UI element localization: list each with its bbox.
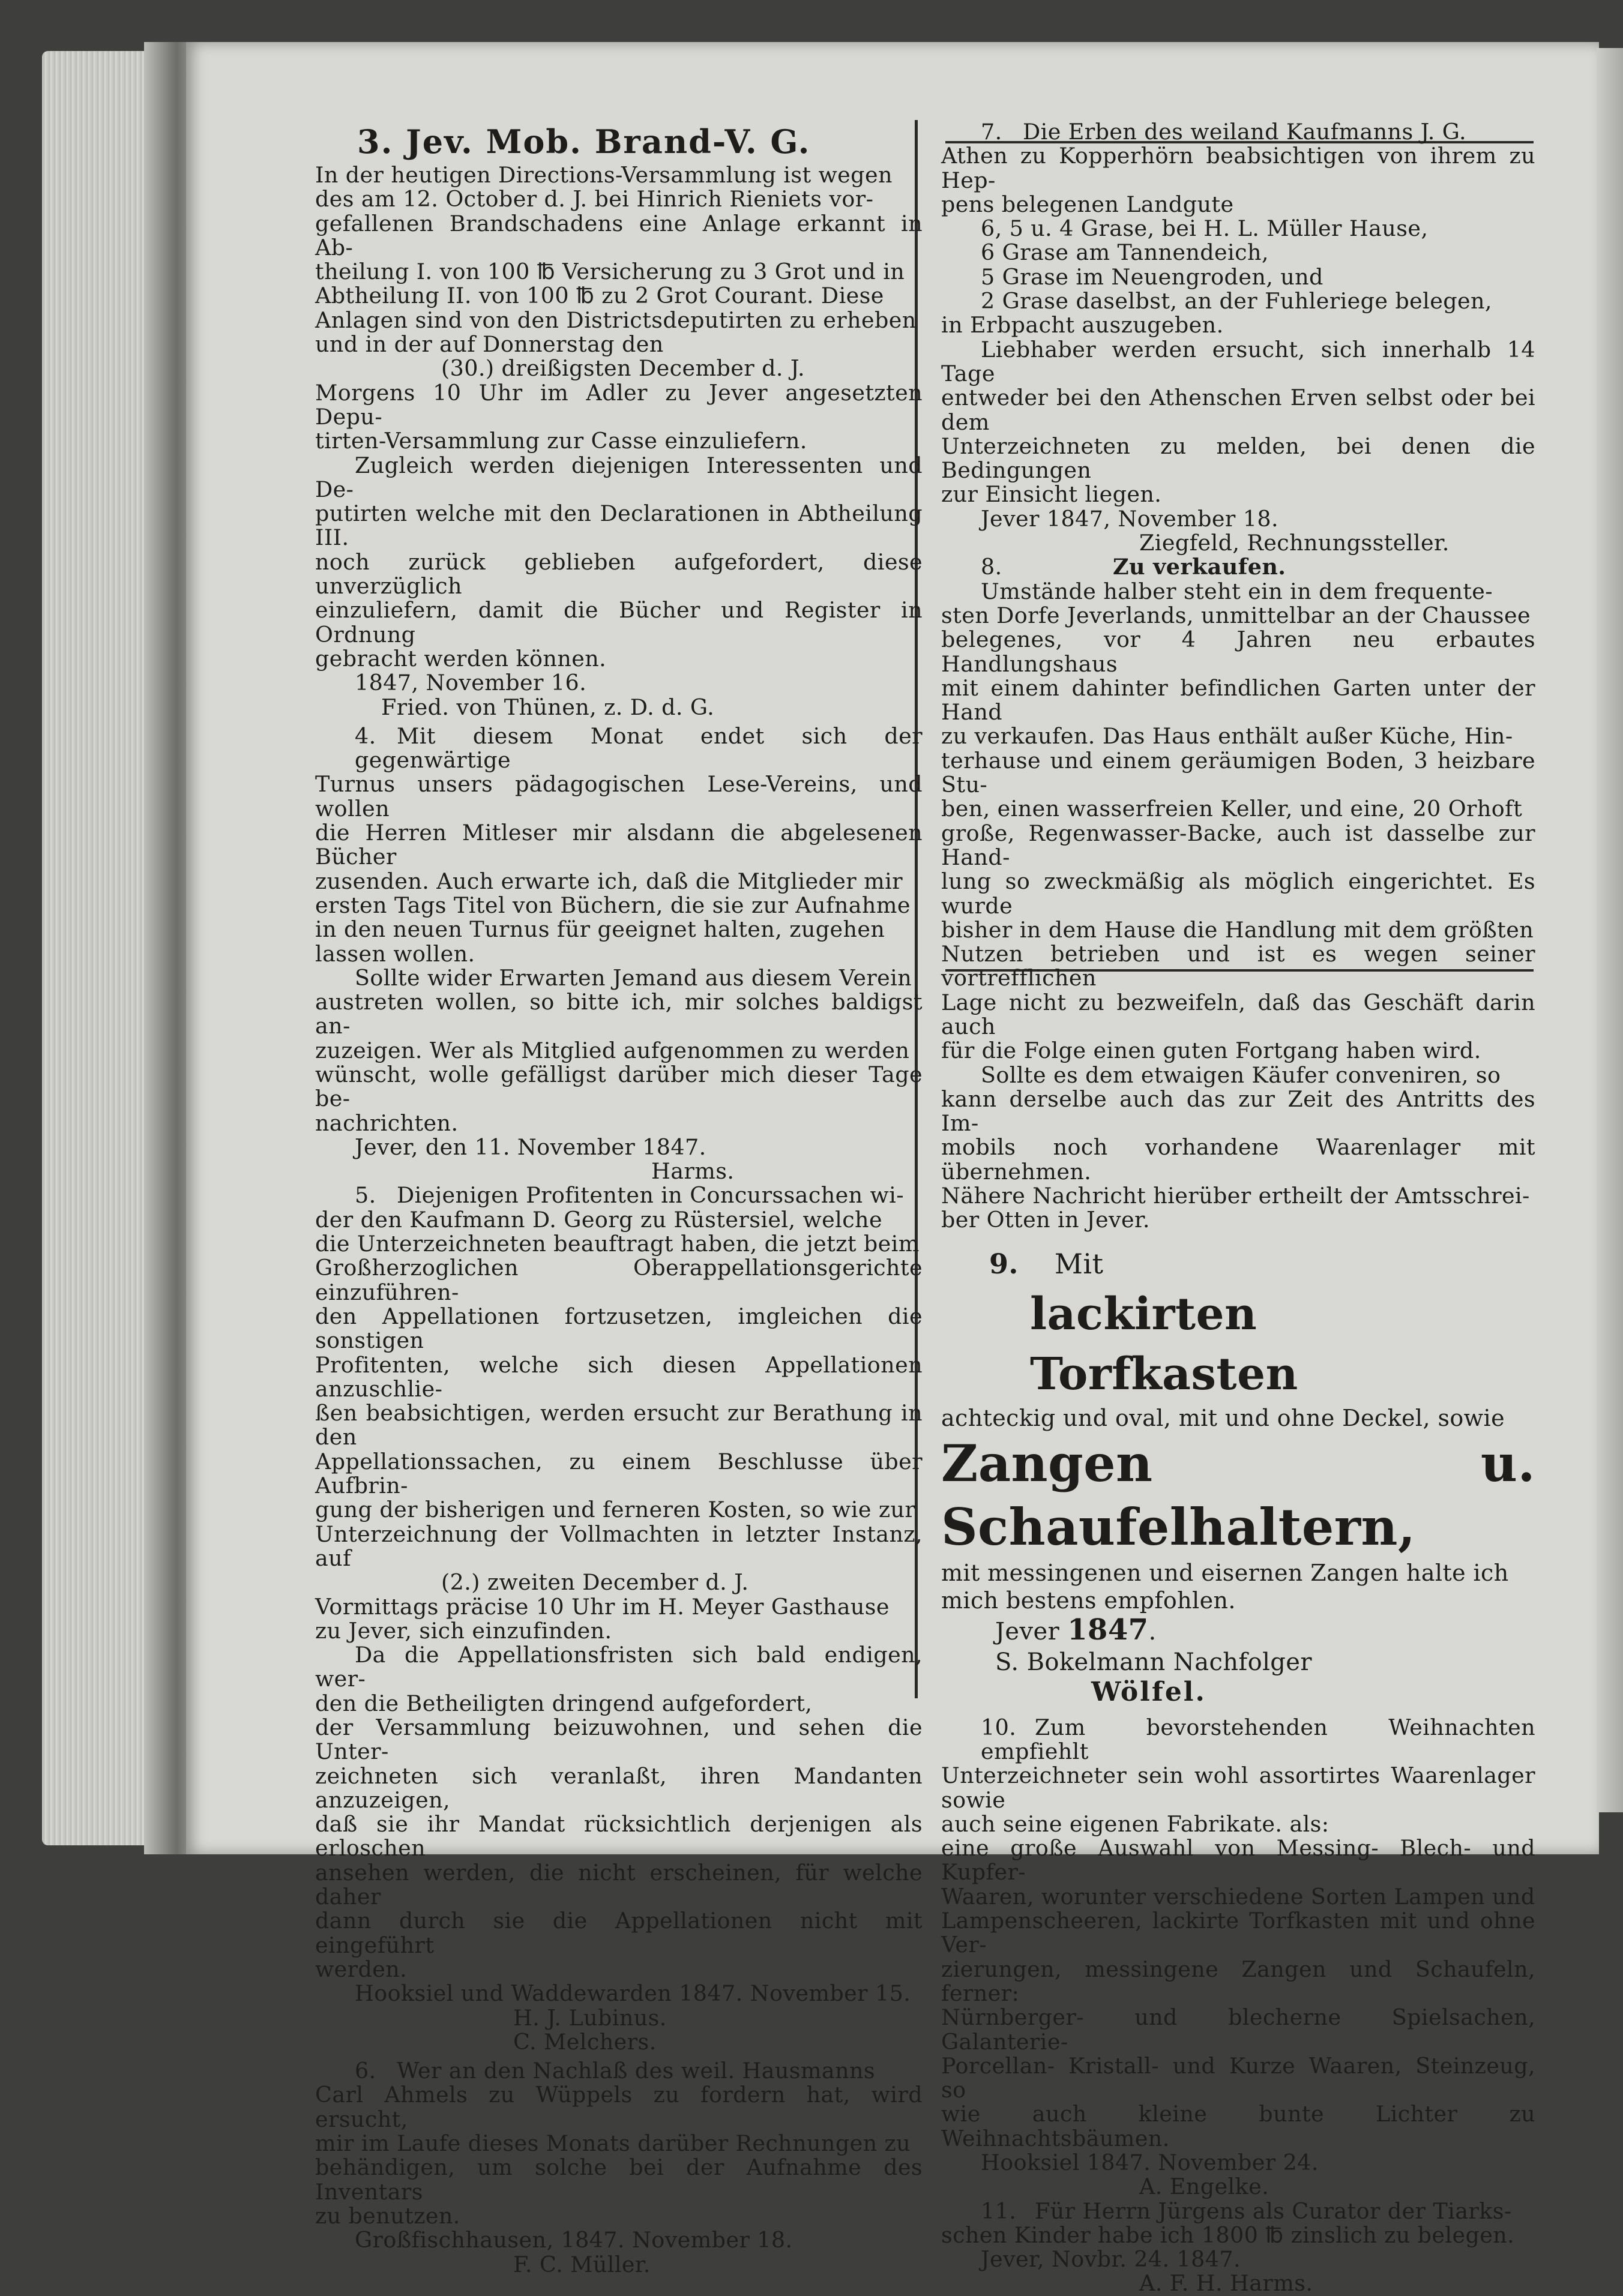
notice-10 xyxy=(941,1716,1535,2199)
text-line: Da die Appellationsfristen sich bald endigen, wer- xyxy=(315,1642,923,1692)
text-line: zuzeigen. Wer als Mitglied aufgenommen zu werden xyxy=(315,1037,910,1063)
text-line: Umstände halber steht ein in dem frequente- xyxy=(981,578,1493,604)
notice-9-advertisement xyxy=(941,1246,1535,1707)
text-line: Nähere Nachricht hierüber ertheilt der Amtsschrei- xyxy=(941,1183,1530,1209)
notice-11 xyxy=(941,2199,1535,2296)
notice-date: Jever, Novbr. 24. 1847. xyxy=(981,2246,1241,2273)
text-line: nachrichten. xyxy=(315,1110,459,1136)
text-line: zu Jever, sich einzufinden. xyxy=(315,1617,612,1644)
notice-date: Hooksiel und Waddewarden 1847. November 15. xyxy=(355,1980,911,2007)
ad-headline-torfkasten: lackirten Torfkasten xyxy=(1030,1288,1298,1400)
ad-line: mit messingenen und eisernen Zangen halte ich xyxy=(941,1559,1509,1586)
notice-date: Jever, den 11. November 1847. xyxy=(355,1134,706,1160)
text-line: pens belegenen Landgute xyxy=(941,191,1234,217)
text-line: gefallenen Brandschadens eine Anlage erkannt in Ab- xyxy=(315,210,923,260)
notice-date: Großfischhausen, 1847. November 18. xyxy=(355,2227,793,2253)
text-line: putirten welche mit den Declarationen in Abtheilung III. xyxy=(315,500,923,551)
text-line xyxy=(315,1183,923,1207)
text-line: mit einem dahinter befindlichen Garten unter der Hand xyxy=(941,675,1535,726)
text-line: werden. xyxy=(315,1956,408,1982)
text-line: der Versammlung beizuwohnen, und sehen die Unter- xyxy=(315,1714,923,1765)
ad-line: achteckig und oval, mit und ohne Deckel, sowie xyxy=(941,1404,1505,1431)
notice-3-heading: 3. Jev. Mob. Brand-V. G. xyxy=(357,122,811,161)
text-line xyxy=(941,120,1535,144)
property-item: 2 Grase daselbst, an der Fuhleriege belegen, xyxy=(981,288,1492,314)
ad-year: 1847 xyxy=(1067,1612,1149,1647)
text-line: noch zurück geblieben aufgefordert, diese unverzüglich xyxy=(315,548,923,600)
text-line: zeichneten sich veranlaßt, ihren Mandanten anzuzeigen, xyxy=(315,1763,923,1813)
notice-number: 9. xyxy=(989,1247,1019,1280)
text-line: austreten wollen, so bitte ich, mir solches baldigst an- xyxy=(315,989,923,1039)
text-line: entweder bei den Athenschen Erven selbst oder bei dem xyxy=(941,385,1535,435)
text-line: tirten-Versammlung zur Casse einzuliefern. xyxy=(315,428,807,454)
text-span: Für Herrn Jürgens als Curator der Tiarks- xyxy=(1035,2198,1512,2224)
text-line: Liebhaber werden ersucht, sich innerhalb 14 Tage xyxy=(941,336,1535,386)
text-line: zusenden. Auch erwarte ich, daß die Mitglieder mir xyxy=(315,868,903,894)
text-line: bisher in dem Hause die Handlung mit dem größten xyxy=(941,916,1534,943)
notice-signature: H. J. Lubinus. xyxy=(513,2004,667,2031)
notice-8 xyxy=(941,555,1535,1232)
notice-date: Jever 1847, November 18. xyxy=(981,505,1279,532)
text-line: die Herren Mitleser mir alsdann die abgelesenen Bücher xyxy=(315,820,923,870)
notice-signature: C. Melchers. xyxy=(513,2028,657,2055)
page-right-edge xyxy=(1597,48,1623,1812)
text-span: Die Erben des weiland Kaufmanns J. G. xyxy=(1023,119,1467,145)
text-line: theilung I. von 100 ℔ Versicherung zu 3 Grot und in xyxy=(315,259,905,285)
notice-3-body xyxy=(315,163,923,720)
text-line xyxy=(941,2199,1535,2223)
notice-signature: A. Engelke. xyxy=(1139,2174,1269,2200)
text-line: ansehen werden, die nicht erscheinen, für welche daher xyxy=(315,1859,923,1910)
text-span: Mit diesem Monat endet sich der gegenwärtige xyxy=(355,723,923,774)
text-line: schen Kinder habe ich 1800 ℔ zinslich zu belegen. xyxy=(941,2222,1515,2248)
text-line: in Erbpacht auszugeben. xyxy=(941,312,1224,338)
text-line: den die Betheiligten dringend aufgefordert, xyxy=(315,1690,813,1716)
text-line: ersten Tags Titel von Büchern, die sie zur Aufnahme xyxy=(315,892,911,918)
text-line xyxy=(315,2059,923,2083)
text-line: und in der auf Donnerstag den xyxy=(315,331,664,358)
property-item: 6, 5 u. 4 Grase, bei H. L. Müller Hause, xyxy=(981,215,1429,242)
text-span: Wer an den Nachlaß des weil. Hausmanns xyxy=(397,2058,876,2084)
ad-line: mich bestens empfohlen. xyxy=(941,1587,1236,1614)
text-line: Porcellan- Kristall- und Kurze Waaren, Steinzeug, so xyxy=(941,2052,1535,2103)
notice-number: 8. xyxy=(981,554,1002,580)
text-line: belegenes, vor 4 Jahren neu erbautes Handlungshaus xyxy=(941,627,1535,677)
text-line: gung der bisherigen und ferneren Kosten, so wie zur xyxy=(315,1497,916,1523)
text-line: Turnus unsers pädagogischen Lese-Vereins, und wollen xyxy=(315,771,923,822)
meeting-date: (2.) zweiten December d. J. xyxy=(441,1569,749,1596)
text-line: Profitenten, welche sich diesen Appellationen anzuschlie- xyxy=(315,1351,923,1402)
text-line: In der heutigen Directions-Versammlung ist wegen xyxy=(315,162,893,188)
text-line: der den Kaufmann D. Georg zu Rüstersiel, welche xyxy=(315,1206,882,1233)
text-line: Appellationssachen, zu einem Beschlusse über Aufbrin- xyxy=(315,1448,923,1499)
text-line: des am 12. October d. J. bei Hinrich Rieniets vor- xyxy=(315,186,874,212)
text-line: Anlagen sind von den Districtsdeputirten zu erheben xyxy=(315,307,917,333)
notice-heading: Zu verkaufen. xyxy=(1113,554,1286,580)
text-line: zur Einsicht liegen. xyxy=(941,481,1162,508)
notice-signature: Ziegfeld, Rechnungssteller. xyxy=(1139,530,1450,556)
text-line: die Unterzeichneten beauftragt haben, die jetzt beim xyxy=(315,1231,920,1257)
text-line: dann durch sie die Appellationen nicht mit eingeführt xyxy=(315,1908,923,1958)
text-line: Sollte es dem etwaigen Käufer conveniren, so xyxy=(981,1062,1501,1088)
text-line: zierungen, messingene Zangen und Schaufeln, ferner: xyxy=(941,1956,1535,2006)
left-column xyxy=(315,120,923,2277)
text-line: wie auch kleine bunte Lichter zu Weihnachtsbäumen. xyxy=(941,2101,1535,2151)
notice-number: 11. xyxy=(981,2198,1017,2224)
text-line: mobils noch vorhandene Waarenlager mit übernehmen. xyxy=(941,1134,1535,1185)
notice-signature: Fried. von Thünen, z. D. d. G. xyxy=(381,694,715,720)
property-item: 5 Grase im Neuengroden, und xyxy=(981,263,1323,290)
text-line: lung so zweckmäßig als möglich eingerichtet. Es wurde xyxy=(941,868,1535,919)
text-line: Unterzeichneten zu melden, bei denen die Bedingungen xyxy=(941,433,1535,484)
notice-date: 1847, November 16. xyxy=(355,670,587,696)
text-line: Sollte wider Erwarten Jemand aus diesem Verein xyxy=(355,964,912,991)
notice-4 xyxy=(315,724,923,1184)
text-line: kann derselbe auch das zur Zeit des Antritts des Im- xyxy=(941,1086,1535,1137)
text-line: sten Dorfe Jeverlands, unmittelbar an der Chaussee xyxy=(941,602,1531,628)
notice-signature: A. F. H. Harms. xyxy=(1139,2270,1313,2296)
text-line: einzuliefern, damit die Bücher und Register in Ordnung xyxy=(315,597,923,648)
text-span: Zum bevorstehenden Weihnachten empfiehlt xyxy=(981,1714,1535,1764)
notice-signature: Harms. xyxy=(651,1158,735,1185)
text-line: Carl Ahmels zu Wüppels zu fordern hat, wird ersucht, xyxy=(315,2082,923,2132)
property-item: 6 Grase am Tannendeich, xyxy=(981,239,1269,266)
notice-date: Hooksiel 1847. November 24. xyxy=(981,2150,1319,2175)
text-line: Waaren, worunter verschiedene Sorten Lampen und xyxy=(941,1883,1535,1910)
text-line: den Appellationen fortzusetzen, imgleichen die sonstigen xyxy=(315,1303,923,1354)
text-line: Nürnberger- und blecherne Spielsachen, Galanterie- xyxy=(941,2004,1535,2055)
notice-number: 5. xyxy=(355,1182,376,1209)
right-column xyxy=(941,120,1535,2296)
text-line: Unterzeichneter sein wohl assortirtes Waarenlager sowie xyxy=(941,1763,1535,1813)
text-line: zu verkaufen. Das Haus enthält außer Küche, Hin- xyxy=(941,723,1513,750)
meeting-date: (30.) dreißigsten December d. J. xyxy=(441,355,805,382)
ad-mit: Mit xyxy=(1054,1247,1104,1280)
ad-intro xyxy=(941,1246,1535,1282)
notice-number: 7. xyxy=(981,119,1002,145)
text-line: Zugleich werden diejenigen Interessenten und De- xyxy=(315,452,923,502)
text-line: Lampenscheeren, lackirte Torfkasten mit und ohne Ver- xyxy=(941,1908,1535,1958)
text-line: terhause und einem geräumigen Boden, 3 heizbare Stu- xyxy=(941,747,1535,798)
text-line: Athen zu Kopperhörn beabsichtigen von ihrem zu Hep- xyxy=(941,143,1535,193)
text-line: Großherzoglichen Oberappellationsgerichte einzuführen- xyxy=(315,1255,923,1305)
text-line: ber Otten in Jever. xyxy=(941,1207,1150,1233)
text-line: lassen wollen. xyxy=(315,940,475,967)
ad-name: Wölfel. xyxy=(1091,1676,1206,1707)
notice-6 xyxy=(315,2059,923,2277)
ad-place: Jever xyxy=(995,1617,1060,1645)
text-line: in den neuen Turnus für geeignet halten, zugehen xyxy=(315,916,885,943)
ad-place-year: Jever 1847. xyxy=(995,1612,1157,1647)
text-line: Vormittags präcise 10 Uhr im H. Meyer Gasthause xyxy=(315,1593,890,1620)
text-span: Diejenigen Profitenten in Concurssachen wi- xyxy=(397,1182,904,1209)
text-line: Nutzen betrieben und ist es wegen seiner vortrefflichen xyxy=(941,941,1535,991)
text-line: eine große Auswahl von Messing- Blech- und Kupfer- xyxy=(941,1835,1535,1886)
text-line: ßen beabsichtigen, werden ersucht zur Berathung in den xyxy=(315,1400,923,1450)
text-line: Abtheilung II. von 100 ℔ zu 2 Grot Courant. Diese xyxy=(315,283,884,309)
notice-number: 10. xyxy=(981,1714,1017,1740)
notice-5 xyxy=(315,1183,923,2054)
notice-signature: F. C. Müller. xyxy=(513,2251,651,2277)
text-line: mir im Laufe dieses Monats darüber Rechnungen zu xyxy=(315,2130,911,2157)
text-line xyxy=(315,724,923,773)
text-line: für die Folge einen guten Fortgang haben wird. xyxy=(941,1038,1481,1064)
text-line: große, Regenwasser-Backe, auch ist dasselbe zur Hand- xyxy=(941,820,1535,870)
text-line: Morgens 10 Uhr im Adler zu Jever angesetzten Depu- xyxy=(315,379,923,430)
text-line: zu benutzen. xyxy=(315,2202,460,2229)
text-line: gebracht werden können. xyxy=(315,645,607,672)
text-line: behändigen, um solche bei der Aufnahme des Inventars xyxy=(315,2154,923,2205)
notice-7 xyxy=(941,120,1535,555)
ad-headline-zangen: Zangen u. Schaufelhaltern, xyxy=(941,1433,1535,1557)
text-line xyxy=(941,1716,1535,1764)
text-line: auch seine eigenen Fabrikate. als: xyxy=(941,1811,1329,1837)
text-line: ben, einen wasserfreien Keller, und eine, 20 Orhoft xyxy=(941,796,1523,822)
text-line: Lage nicht zu bezweifeln, daß das Geschäft darin auch xyxy=(941,989,1535,1039)
notice-number: 6. xyxy=(355,2058,376,2084)
ad-signature: S. Bokelmann Nachfolger xyxy=(995,1648,1312,1676)
text-line: wünscht, wolle gefälligst darüber mich dieser Tage be- xyxy=(315,1061,923,1112)
text-line: daß sie ihr Mandat rücksichtlich derjenigen als erloschen xyxy=(315,1811,923,1862)
text-line: Unterzeichnung der Vollmachten in letzter Instanz, auf xyxy=(315,1521,923,1571)
notice-number: 4. xyxy=(355,723,376,749)
text-line xyxy=(941,555,1535,579)
